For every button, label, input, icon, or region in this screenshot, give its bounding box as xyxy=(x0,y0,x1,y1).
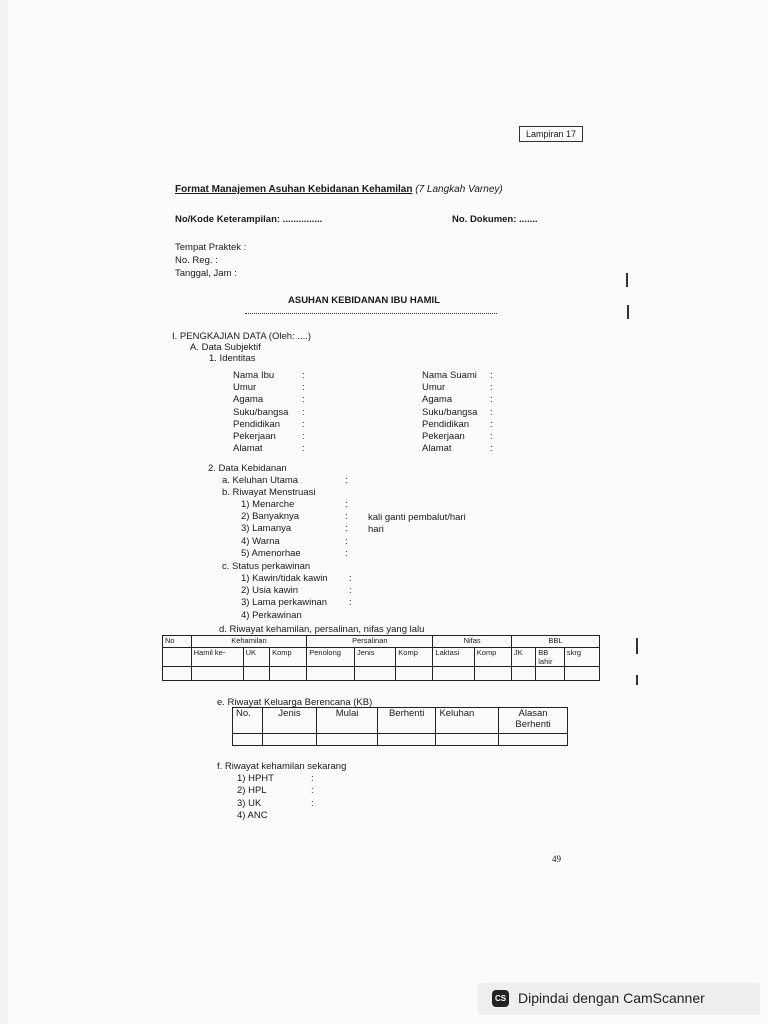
list-item: 3) Lamanya xyxy=(241,523,292,535)
document-title xyxy=(175,184,503,195)
tanggal-jam: Tanggal, Jam : xyxy=(175,268,237,279)
kawin-colons: : : : xyxy=(349,573,352,609)
identitas-row: Suku/bangsa xyxy=(233,406,289,418)
list-item: 4) ANC xyxy=(237,810,268,822)
list-item: 1) Menarche xyxy=(241,499,295,510)
no-dokumen: No. Dokumen: ....... xyxy=(452,214,538,225)
keluhan-utama: a. Keluhan Utama xyxy=(222,475,299,486)
list-item: 4) Warna xyxy=(241,535,280,547)
table-header: Mulai xyxy=(317,708,378,734)
identitas-suami-colons: : : : : : : : xyxy=(490,370,493,455)
menstruasi-colons: : : : : : xyxy=(345,499,348,559)
camscanner-logo-icon: CS xyxy=(492,990,509,1007)
list-item: 2) Banyaknya xyxy=(241,511,300,523)
table-row xyxy=(163,636,600,648)
camscanner-watermark xyxy=(478,983,760,1015)
camscanner-text: Dipindai dengan CamScanner xyxy=(518,990,705,1006)
section-data-subjektif: A. Data Subjektif xyxy=(190,342,261,353)
identitas-row: Agama xyxy=(233,394,264,406)
title-main: Format Manajemen Asuhan Kebidanan Kehamilan xyxy=(175,184,413,195)
list-item: 5) Amenorhae xyxy=(241,547,301,559)
list-item: 4) Perkawinan xyxy=(241,609,302,621)
table-header: Nifas xyxy=(433,636,511,648)
identitas-row: Pendidikan xyxy=(422,418,470,430)
riwayat-menstruasi: b. Riwayat Menstruasi xyxy=(222,487,316,498)
dotted-divider xyxy=(245,313,497,314)
table-header: UK xyxy=(243,648,270,667)
page-number: 49 xyxy=(552,854,561,864)
riwayat-kb: e. Riwayat Keluarga Berencana (KB) xyxy=(217,697,373,708)
table-header: BBL xyxy=(511,636,599,648)
list-item: 1) HPHT xyxy=(237,773,274,784)
table-header: Berhenti xyxy=(377,708,436,734)
table-header: skrg xyxy=(564,648,599,667)
identitas-ibu-colons: : : : : : : : xyxy=(302,370,305,455)
riwayat-kehamilan-sekarang: f. Riwayat kehamilan sekarang xyxy=(217,761,347,772)
table-header: No. xyxy=(233,708,263,734)
table-header: Hamil ke- xyxy=(191,648,243,667)
table-header: Komp xyxy=(396,648,433,667)
list-item: 2) Usia kawin xyxy=(241,585,299,597)
table-header: Komp xyxy=(270,648,307,667)
no-reg: No. Reg. : xyxy=(175,255,218,266)
kali-ganti-text: kali ganti pembalut/hari xyxy=(368,512,466,523)
section-heading: ASUHAN KEBIDANAN IBU HAMIL xyxy=(288,295,440,306)
title-sub: (7 Langkah Varney) xyxy=(415,184,503,195)
table-cell xyxy=(163,648,192,667)
table-header: Laktasi xyxy=(433,648,474,667)
table-header: Persalinan xyxy=(307,636,433,648)
hari-text: hari xyxy=(368,524,384,535)
table-header: JK xyxy=(511,648,535,667)
scan-mark xyxy=(636,638,638,654)
identitas-row: Agama xyxy=(422,394,453,406)
table-header: Jenis xyxy=(262,708,316,734)
scan-mark xyxy=(636,675,638,685)
colon: : xyxy=(345,475,348,486)
table-header: BB lahir xyxy=(536,648,565,667)
identitas-row: Pekerjaan xyxy=(422,431,465,443)
list-item: 2) HPL xyxy=(237,785,267,797)
table-header: Keluhan xyxy=(436,708,499,734)
identitas-row: Pendidikan xyxy=(233,418,281,430)
identitas-row: Nama Suami xyxy=(422,370,477,381)
status-perkawinan: c. Status perkawinan xyxy=(222,561,311,572)
sekarang-colons: : : : xyxy=(311,773,314,809)
tempat-praktek: Tempat Praktek : xyxy=(175,242,247,253)
identitas-ibu xyxy=(233,370,288,455)
section-data-kebidanan: 2. Data Kebidanan xyxy=(208,463,287,474)
table-header: Jenis xyxy=(354,648,395,667)
list-item: 3) Lama perkawinan xyxy=(241,597,328,609)
riwayat-kehamilan-table xyxy=(162,635,600,681)
table-row xyxy=(233,708,568,734)
riwayat-kehamilan-lalu: d. Riwayat kehamilan, persalinan, nifas yang lalu xyxy=(219,624,425,635)
menstruasi-list xyxy=(241,499,301,560)
table-header: Penolong xyxy=(307,648,355,667)
table-header: No xyxy=(163,636,192,648)
table-row xyxy=(233,734,568,746)
identitas-row: Umur xyxy=(422,382,446,394)
table-row xyxy=(163,648,600,667)
lampiran-label: Lampiran 17 xyxy=(519,126,583,142)
riwayat-kb-table xyxy=(232,707,568,746)
identitas-row: Nama Ibu xyxy=(233,370,275,381)
sekarang-list xyxy=(237,773,274,823)
kode-keterampilan: No/Kode Keterampilan: ............... xyxy=(175,214,323,225)
identitas-row: Suku/bangsa xyxy=(422,406,478,418)
scan-mark xyxy=(627,305,629,319)
scan-mark xyxy=(626,273,628,287)
list-item: 1) Kawin/tidak kawin xyxy=(241,573,328,584)
section-pengkajian: I. PENGKAJIAN DATA (Oleh: ....) xyxy=(172,331,312,342)
table-row xyxy=(163,667,600,681)
section-identitas: 1. Identitas xyxy=(209,353,256,364)
identitas-row: Alamat xyxy=(233,443,263,455)
table-header: Kehamilan xyxy=(191,636,307,648)
identitas-row: Pekerjaan xyxy=(233,431,276,443)
identitas-row: Alamat xyxy=(422,443,452,455)
table-header: Alasan Berhenti xyxy=(499,708,568,734)
identitas-suami xyxy=(422,370,477,455)
identitas-row: Umur xyxy=(233,382,257,394)
list-item: 3) UK xyxy=(237,797,262,809)
table-header: Komp xyxy=(474,648,511,667)
kawin-list xyxy=(241,573,328,622)
